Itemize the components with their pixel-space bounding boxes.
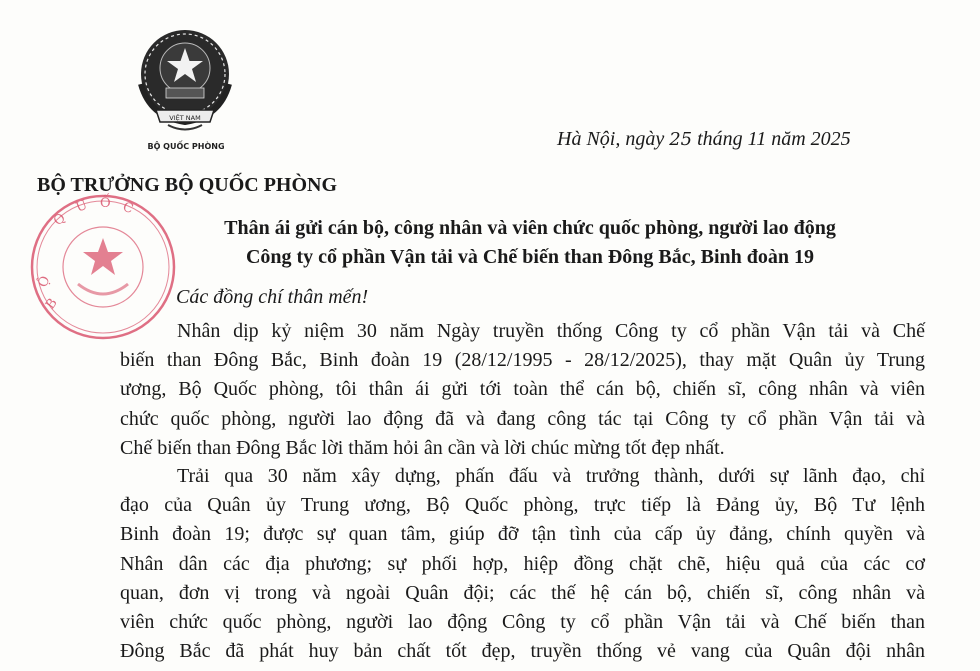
date-line	[557, 128, 851, 151]
paragraph-1	[120, 317, 925, 463]
paragraph-line: Nhân dân các địa phương; sự phối hợp, hiệp đồng chặt chẽ, hiệu quả của các cơ	[120, 552, 925, 575]
emblem-caption: BỘ QUỐC PHÒNG	[147, 142, 225, 151]
subject-line: Thân ái gửi cán bộ, công nhân và viên chức quốc phòng, người lao động	[224, 217, 836, 239]
svg-text:Ố: Ố	[100, 196, 111, 211]
date-day: 25	[669, 129, 693, 150]
paragraph-line: Đông Bắc đã phát huy bản chất tốt đẹp, truyền thống vẻ vang của Quân đội nhân	[120, 640, 925, 663]
date-prefix: Hà Nội, ngày	[557, 128, 670, 150]
paragraph-2	[120, 462, 925, 666]
paragraph-line: Binh đoàn 19; được sự quan tâm, giúp đỡ tận tình của cấp ủy đảng, chính quyền và	[120, 523, 925, 546]
paragraph-line: quan, đơn vị trong và ngoài Quân đội; các thế hệ cán bộ, chiến sĩ, công nhân và	[120, 581, 925, 604]
emblem-banner-text: VIỆT NAM	[169, 114, 201, 122]
date-suffix: tháng 11 năm 2025	[692, 128, 851, 150]
signer-title: BỘ TRƯỞNG BỘ QUỐC PHÒNG	[37, 174, 338, 196]
paragraph-line: Trải qua 30 năm xây dựng, phấn đấu và trưởng thành, dưới sự lãnh đạo, chỉ	[177, 465, 925, 487]
salutation: Các đồng chí thân mến!	[176, 286, 369, 308]
paragraph-line: Chế biến than Đông Bắc lời thăm hỏi ân cần và lời chúc mừng tốt đẹp nhất.	[120, 436, 725, 459]
letter-subject	[100, 214, 960, 272]
paragraph-line: đạo của Quân ủy Trung ương, Bộ Quốc phòng, trực tiếp là Đảng ủy, Bộ Tư lệnh	[120, 494, 925, 517]
svg-text:Q: Q	[50, 210, 69, 230]
national-emblem	[120, 22, 250, 162]
svg-text:B: B	[42, 295, 61, 313]
svg-text:Ộ: Ộ	[35, 274, 54, 290]
paragraph-line: biến than Đông Bắc, Binh đoàn 19 (28/12/1995 - 28/12/2025), thay mặt Quân ủy Trung	[120, 349, 925, 372]
svg-text:C: C	[120, 199, 136, 218]
paragraph-line: Nhân dịp kỷ niệm 30 năm Ngày truyền thống Công ty cổ phần Vận tải và Chế	[177, 320, 925, 342]
paragraph-line: chức quốc phòng, người lao động đã và đang công tác tại Công ty cổ phần Vận tải và	[120, 407, 925, 430]
svg-text:U: U	[73, 197, 90, 216]
paragraph-line: viên chức quốc phòng, người lao động Công ty cổ phần Vận tải và Chế biến than	[120, 611, 925, 634]
subject-line: Công ty cổ phần Vận tải và Chế biến than Đông Bắc, Binh đoàn 19	[245, 246, 815, 268]
paragraph-line: ương, Bộ Quốc phòng, tôi thân ái gửi tới toàn thể cán bộ, chiến sĩ, công nhân và viên	[120, 378, 925, 401]
